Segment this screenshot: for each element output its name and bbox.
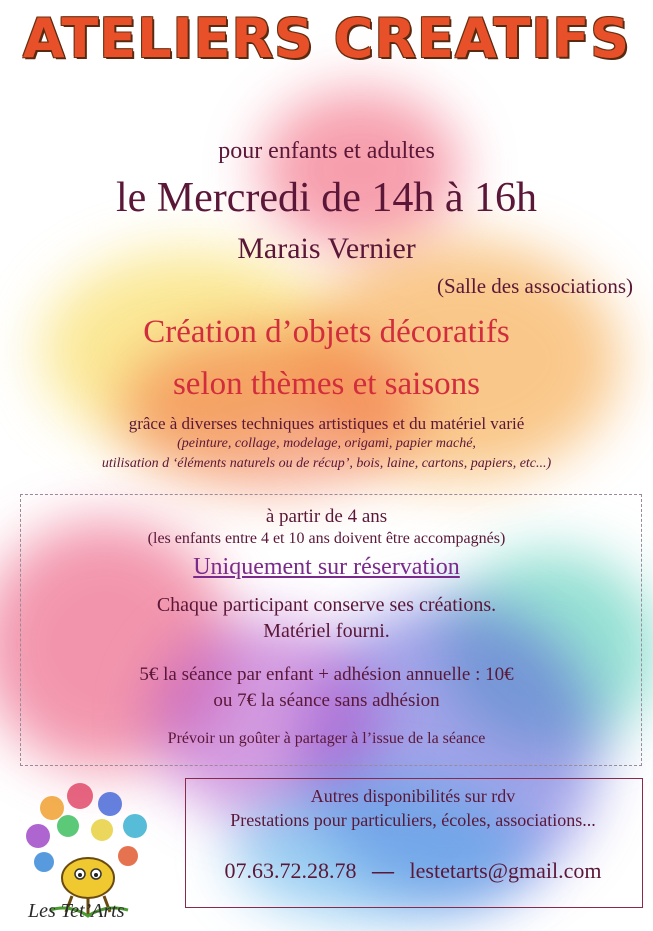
keep-creations-text: Chaque participant conserve ses créations. [156,594,497,616]
phone-number[interactable]: 07.63.72.28.78 [224,858,357,883]
reservation-text [0,554,653,581]
techniques-text: grâce à diverses techniques artistiques et du matériel varié [128,414,525,433]
services-text: Prestations pour particuliers, écoles, associations... [230,810,596,830]
material-text: Matériel fourni. [263,620,390,642]
activity-line2: selon thèmes et saisons [172,366,481,402]
examples-line1: (peinture, collage, modelage, origami, papier maché, [177,436,476,451]
audience-text: pour enfants et adultes [218,138,435,164]
location-text: Marais Vernier [237,232,416,265]
reservation-label: Uniquement sur réservation [193,554,460,580]
examples-line2: utilisation d ‘éléments naturels ou de récup’, bois, laine, cartons, papiers, etc...) [101,456,552,471]
price-line1: 5€ la séance par enfant + adhésion annuelle : 10€ [139,664,514,685]
age-text: à partir de 4 ans [265,506,388,527]
age-note: (les enfants entre 4 et 10 ans doivent être accompagnés) [147,530,506,547]
schedule-text: le Mercredi de 14h à 16h [115,175,537,221]
logo-name: Les Tet’Arts [28,900,125,922]
price-line2: ou 7€ la séance sans adhésion [213,690,440,711]
activity-line1: Création d’objets décoratifs [143,314,510,350]
poster-title: ATELIERS CREATIFS [22,7,631,70]
contact-separator: — [372,858,395,883]
venue-text: (Salle des associations) [437,274,633,298]
contact-line [185,858,641,884]
email-address[interactable]: lestetarts@gmail.com [409,858,602,883]
snack-text: Prévoir un goûter à partager à l’issue de la séance [167,730,486,747]
other-availability-text: Autres disponibilités sur rdv [310,786,516,806]
